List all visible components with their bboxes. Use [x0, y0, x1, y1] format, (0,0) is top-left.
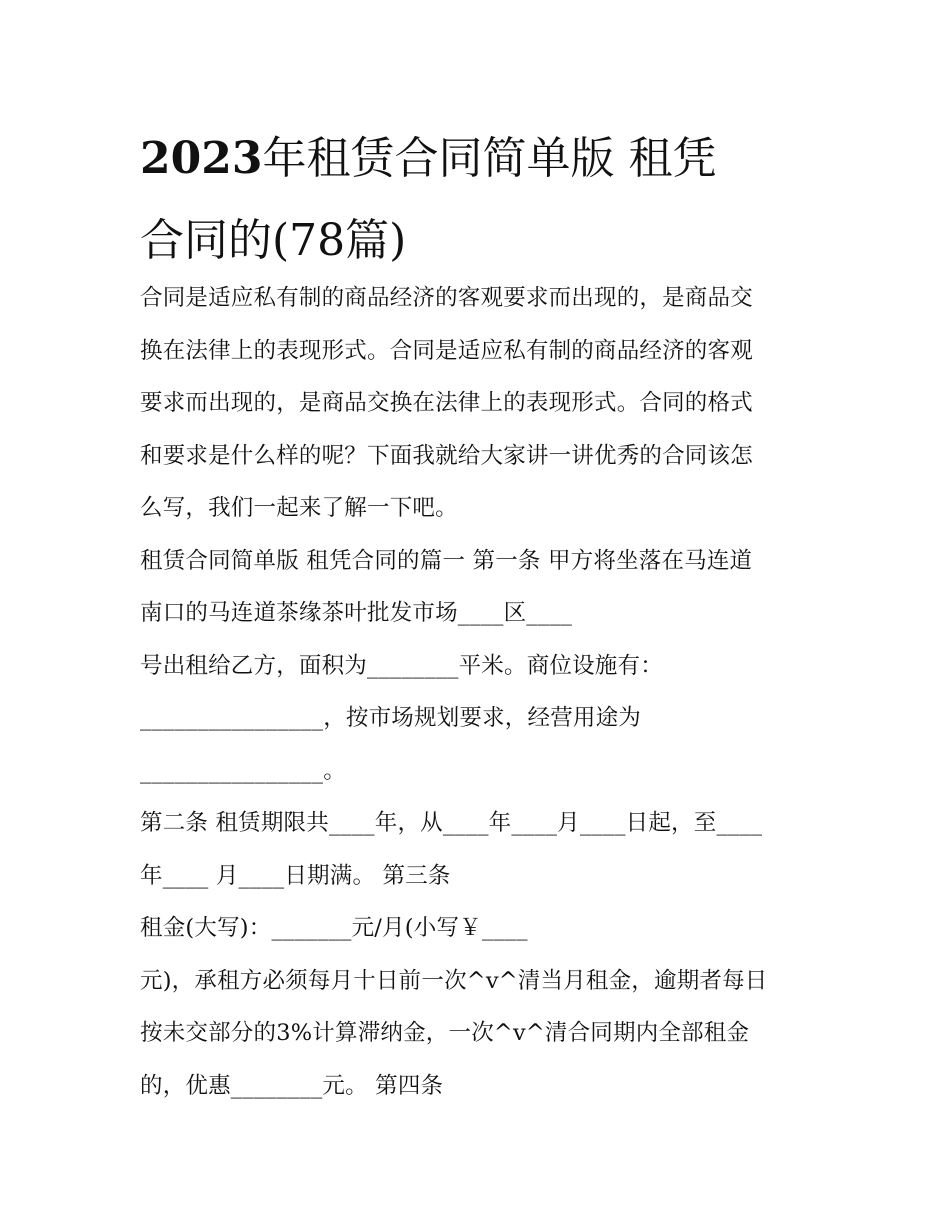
body-line: 租金(大写)：_______元/月(小写￥____	[140, 915, 528, 941]
body-line: 租赁合同简单版 租凭合同的篇一 第一条 甲方将坐落在马连道	[140, 547, 753, 574]
body-line: 要求而出现的，是商品交换在法律上的表现形式。合同的格式	[140, 390, 753, 416]
title-line-1	[140, 118, 820, 200]
body-line: ________________，按市场规划要求，经营用途为	[140, 705, 642, 731]
body-line: 合同是适应私有制的商品经济的客观要求而出现的，是商品交	[140, 285, 753, 311]
title-year: 2023	[140, 133, 263, 184]
document-body	[140, 272, 820, 1112]
title-text: 年租赁合同简单版 租凭	[262, 133, 717, 184]
body-line: 第二条 租赁期限共____年，从____年____月____日起，至____	[140, 810, 763, 836]
body-line: 换在法律上的表现形式。合同是适应私有制的商品经济的客观	[140, 337, 753, 364]
body-line: 元)，承租方必须每月十日前一次^v^清当月租金，逾期者每日	[140, 967, 768, 994]
body-line: 的，优惠________元。 第四条	[140, 1072, 444, 1099]
document-title	[140, 118, 820, 282]
body-line: 么写，我们一起来了解一下吧。	[140, 495, 458, 521]
body-line: 南口的马连道茶缘茶叶批发市场____区____	[140, 600, 573, 626]
body-line: 年____ 月____日期满。 第三条	[140, 862, 451, 889]
body-line: 和要求是什么样的呢？下面我就给大家讲一讲优秀的合同该怎	[140, 442, 753, 469]
body-line: 按未交部分的3%计算滞纳金，一次^v^清合同期内全部租金	[140, 1020, 750, 1046]
title-line-2: 合同的(78篇)	[140, 215, 407, 266]
body-line: 号出租给乙方，面积为________平米。商位设施有：	[140, 652, 663, 679]
body-line: ________________。	[140, 757, 346, 784]
